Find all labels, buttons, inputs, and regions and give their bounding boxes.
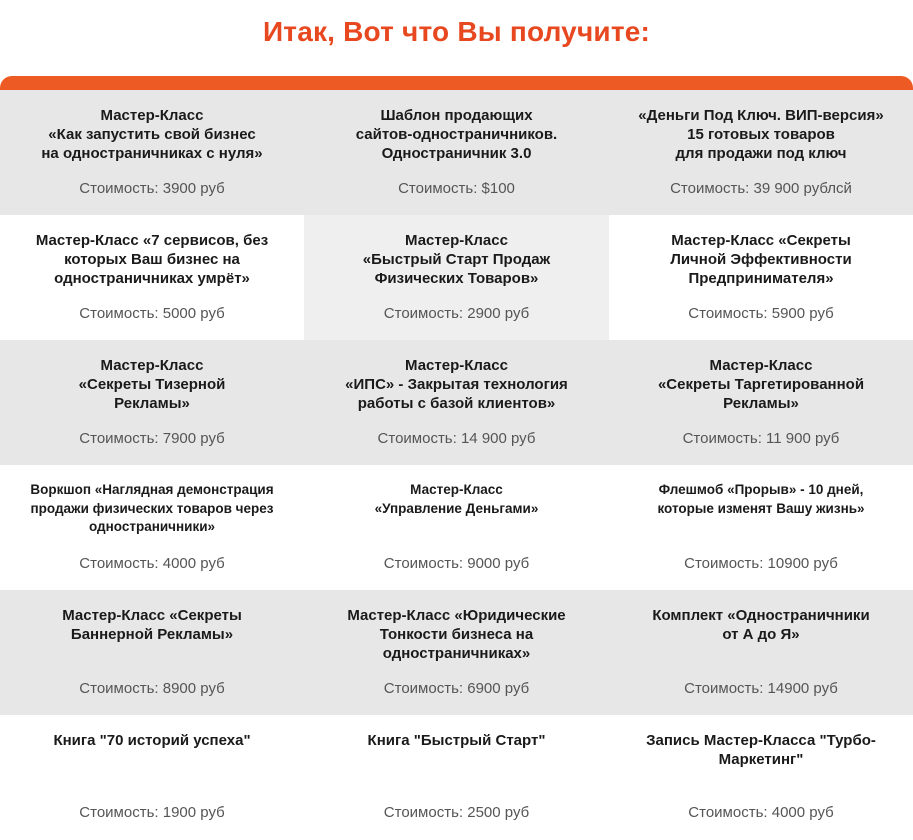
product-card (304, 465, 609, 590)
product-title: Комплект «Одностраничники от А до Я» (652, 607, 870, 643)
product-price: Стоимость: 14 900 руб (377, 430, 536, 447)
product-price: Стоимость: 8900 руб (79, 680, 225, 697)
product-title: Запись Мастер-Класса "Турбо- Маркетинг" (646, 732, 876, 768)
product-card (304, 590, 609, 715)
product-title: Книга "70 историй успеха" (53, 732, 251, 749)
product-price: Стоимость: 14900 руб (684, 680, 838, 697)
product-price: Стоимость: 2900 руб (383, 305, 530, 322)
product-card (0, 90, 304, 215)
product-title: Мастер-Класс «Секреты Тизерной Рекламы» (78, 357, 226, 412)
product-price: Стоимость: 5000 руб (79, 305, 225, 322)
product-title: Мастер-Класс «Юридические Тонкости бизнеса на одностраничниках» (347, 607, 566, 662)
product-price: Стоимость: 4000 руб (79, 555, 225, 572)
product-price: Стоимость: 6900 руб (383, 680, 530, 697)
product-price: Стоимость: 7900 руб (79, 430, 225, 447)
product-card (304, 340, 609, 465)
product-title: Мастер-Класс «Управление Деньгами» (374, 482, 539, 516)
product-card (304, 215, 609, 340)
product-price: Стоимость: 39 900 рублсй (670, 180, 852, 197)
product-card (304, 90, 609, 215)
product-title: Воркшоп «Наглядная демонстрация продажи физических товаров через одностраничники» (30, 482, 274, 534)
product-price: Стоимость: 10900 руб (684, 555, 838, 572)
product-price: Стоимость: 9000 руб (383, 555, 530, 572)
product-title: Мастер-Класс «7 сервисов, без которых Ваш бизнес на одностраничниках умрёт» (35, 232, 269, 287)
product-card (609, 340, 913, 465)
product-title: Шаблон продающих сайтов-одностраничников. Одностраничник 3.0 (355, 107, 558, 162)
accent-bar (0, 76, 913, 90)
product-title: Мастер-Класс «Как запустить свой бизнес на одностраничниках с нуля» (41, 107, 263, 162)
product-price: Стоимость: 2500 руб (383, 804, 530, 821)
product-price: Стоимость: 1900 руб (79, 804, 225, 821)
product-card (609, 215, 913, 340)
product-title: Мастер-Класс «ИПС» - Закрытая технология работы с базой клиентов» (345, 357, 568, 412)
product-grid (0, 90, 913, 840)
product-title: Мастер-Класс «Быстрый Старт Продаж Физических Товаров» (362, 232, 551, 287)
product-card (0, 340, 304, 465)
product-card (609, 590, 913, 715)
product-card (609, 465, 913, 590)
product-price: Стоимость: 11 900 руб (682, 430, 840, 447)
product-card (0, 715, 304, 839)
product-card (609, 715, 913, 839)
product-card (304, 715, 609, 839)
product-title: Мастер-Класс «Секреты Баннерной Рекламы» (62, 607, 242, 643)
product-card (0, 215, 304, 340)
product-title: Мастер-Класс «Секреты Личной Эффективности Предпринимателя» (670, 232, 852, 287)
product-title: Книга "Быстрый Старт" (367, 732, 546, 749)
product-card (609, 90, 913, 215)
product-title: «Деньги Под Ключ. ВИП-версия» 15 готовых товаров для продажи под ключ (638, 107, 884, 162)
product-price: Стоимость: 4000 руб (688, 804, 834, 821)
product-title: Флешмоб «Прорыв» - 10 дней, которые изменят Вашу жизнь» (657, 482, 865, 516)
product-title: Мастер-Класс «Секреты Таргетированной Рекламы» (657, 357, 865, 412)
product-card (0, 590, 304, 715)
product-price: Стоимость: 5900 руб (688, 305, 834, 322)
product-price: Стоимость: $100 (398, 180, 515, 197)
product-card (0, 465, 304, 590)
page-title: Итак, Вот что Вы получите: (262, 16, 651, 47)
product-price: Стоимость: 3900 руб (79, 180, 225, 197)
